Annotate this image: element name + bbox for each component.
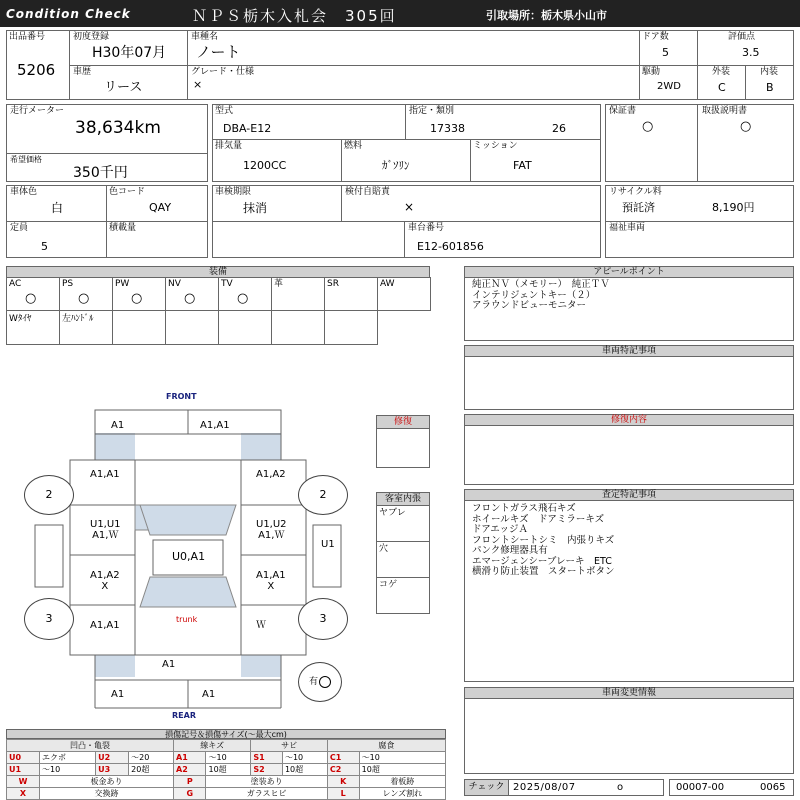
equip-cell-5 bbox=[271, 277, 325, 311]
warranty-value: ○ bbox=[642, 119, 654, 134]
inspection-notes-box bbox=[464, 500, 794, 682]
line-0: フロントガラス飛石キズ bbox=[472, 503, 576, 514]
legend-r4-2: G bbox=[174, 788, 206, 800]
repair-content-box bbox=[464, 425, 794, 485]
legend-r2-7: 10超 bbox=[282, 764, 327, 776]
logo: Condition Check bbox=[6, 7, 131, 21]
front-label: FRONT bbox=[166, 392, 197, 401]
equip-cell-3 bbox=[165, 277, 219, 311]
legend-r4-1: 交換跡 bbox=[40, 788, 174, 800]
inspection-notes-lines bbox=[472, 504, 615, 578]
equip-label-2: PW bbox=[115, 279, 130, 289]
line-6: 横滑り防止装置 スタートボタン bbox=[472, 566, 615, 577]
equip-label-6: SR bbox=[327, 279, 339, 289]
equip-cell-7 bbox=[377, 277, 431, 311]
panel-quarter-rr: Ｗ bbox=[256, 620, 266, 631]
spare-tire bbox=[298, 662, 342, 702]
lot-number: 5206 bbox=[17, 61, 56, 79]
body-color-label: 車体色 bbox=[10, 187, 38, 197]
price-value: 350千円 bbox=[73, 165, 128, 181]
first-reg-value: H30年07月 bbox=[92, 45, 167, 61]
equip-value-2: ○ bbox=[131, 291, 143, 306]
equip-label-5: 革 bbox=[274, 279, 284, 289]
first-reg-label: 初度登録 bbox=[73, 32, 110, 42]
legend-r3-3: 塗装あり bbox=[206, 776, 327, 788]
insurance-value: × bbox=[404, 200, 415, 214]
pickup-location: 引取場所：栃木県小山市 bbox=[486, 9, 607, 22]
legend-r1-5: ～10 bbox=[206, 752, 251, 764]
color-code-label: 色コード bbox=[109, 187, 146, 197]
price-label: 希望価格 bbox=[10, 155, 42, 164]
mission-cell bbox=[470, 139, 601, 182]
legend-r1-4: A1 bbox=[174, 752, 206, 764]
door-value: 5 bbox=[662, 46, 669, 59]
warranty-label: 保証書 bbox=[609, 106, 637, 116]
inspection-label: 車検期限 bbox=[215, 187, 252, 197]
manual-value: ○ bbox=[740, 119, 752, 134]
code-cell bbox=[669, 779, 794, 796]
line-1: ホイールキズ ドアミラーキズ bbox=[472, 513, 605, 525]
interior-item-2 bbox=[376, 577, 430, 614]
displacement-label: 排気量 bbox=[215, 141, 243, 151]
mirror-right: U1 bbox=[321, 539, 335, 550]
door-label: ドア数 bbox=[642, 32, 669, 42]
legend-r4-5: レンズ割れ bbox=[359, 788, 445, 800]
appeal-lines bbox=[472, 280, 610, 312]
score-label: 評価点 bbox=[728, 32, 756, 42]
spare-tire-label: 有 bbox=[308, 677, 318, 687]
equip-value-3: ○ bbox=[184, 291, 196, 306]
check-date: 2025/08/07 bbox=[513, 782, 576, 793]
welfare-cell bbox=[605, 221, 794, 258]
equip-row2-cell-0 bbox=[6, 310, 60, 345]
legend-r4-4: L bbox=[327, 788, 359, 800]
panel-door-fr: U1,U2 A1,Ｗ bbox=[256, 519, 287, 541]
mission-value: FAT bbox=[513, 159, 532, 172]
line-0: 純正ＮＶ（メモリー） 純正ＴＶ bbox=[472, 279, 610, 290]
color-code-value: QAY bbox=[149, 201, 172, 214]
legend-r3-4: K bbox=[327, 776, 359, 788]
lot-label: 出品番号 bbox=[9, 32, 46, 42]
appeal-title: アピールポイント bbox=[464, 266, 794, 278]
legend-r3-2: P bbox=[174, 776, 206, 788]
legend-r2-5: 10超 bbox=[206, 764, 251, 776]
legend-r3-1: 板金あり bbox=[40, 776, 174, 788]
fuel-label: 燃料 bbox=[344, 141, 363, 151]
displacement-value: 1200CC bbox=[243, 159, 287, 172]
equip-cell-0 bbox=[6, 277, 60, 311]
special-box bbox=[464, 356, 794, 410]
inspection-value: 抹消 bbox=[243, 201, 268, 215]
panel-door-fl: U1,U1 A1,Ｗ bbox=[90, 519, 121, 541]
manual-label: 取扱説明書 bbox=[702, 106, 748, 116]
car-name-label: 車種名 bbox=[191, 32, 219, 42]
panel-bumper-rl: A1 bbox=[111, 689, 125, 700]
special-title: 車両特記事項 bbox=[464, 345, 794, 357]
equip-label-4: TV bbox=[221, 279, 233, 289]
equip-label-1: PS bbox=[62, 279, 74, 289]
panel-door-rl: A1,A2 X bbox=[90, 570, 120, 592]
manual-cell bbox=[697, 104, 794, 182]
exterior-value: C bbox=[718, 81, 726, 94]
legend-table bbox=[6, 739, 446, 800]
equip-cell-6 bbox=[324, 277, 378, 311]
equip-cell-2 bbox=[112, 277, 166, 311]
change-box bbox=[464, 698, 794, 774]
warranty-cell bbox=[605, 104, 698, 182]
appeal-box bbox=[464, 277, 794, 341]
code1: 00007-00 bbox=[676, 782, 725, 793]
trunk-label: trunk bbox=[176, 615, 198, 624]
change-title: 車両変更情報 bbox=[464, 687, 794, 699]
equip-row2-cell-2 bbox=[112, 310, 166, 345]
legend-r1-7: ～10 bbox=[282, 752, 327, 764]
interior-item-label-2: コゲ bbox=[379, 580, 398, 590]
equip-row2-label-1: 左ﾊﾝﾄﾞﾙ bbox=[62, 314, 94, 324]
legend-r3-0: W bbox=[7, 776, 40, 788]
line-3: フロントシートシミ 内張りキズ bbox=[472, 534, 615, 546]
legend-r2-1: ～10 bbox=[40, 764, 96, 776]
interior-item-label-1: 穴 bbox=[379, 544, 389, 554]
equip-row2-label-0: Wﾀｲﾔ bbox=[9, 314, 32, 324]
equip-row2-cell-3 bbox=[165, 310, 219, 345]
interior-value: B bbox=[766, 81, 774, 94]
legend-r1-0: U0 bbox=[7, 752, 40, 764]
legend-r2-8: C2 bbox=[327, 764, 359, 776]
history-value: リース bbox=[104, 80, 143, 95]
equip-row2-cell-1 bbox=[59, 310, 113, 345]
spare-circle-icon bbox=[319, 676, 331, 688]
equip-label-3: NV bbox=[168, 279, 181, 289]
rear-label: REAR bbox=[172, 711, 196, 720]
repair-content-title: 修復内容 bbox=[464, 414, 794, 426]
legend-r2-4: A2 bbox=[174, 764, 206, 776]
legend-head-3: サビ bbox=[251, 740, 327, 752]
wheel-fr: 2 bbox=[298, 475, 348, 515]
legend-head-4: 腐食 bbox=[327, 740, 445, 752]
designation-value: 17338 bbox=[430, 122, 465, 135]
panel-fender-left: A1,A1 bbox=[90, 469, 120, 480]
legend-r3-5: 着板跡 bbox=[359, 776, 445, 788]
check-mark: o bbox=[617, 782, 624, 793]
drive-value: 2WD bbox=[657, 81, 681, 92]
equip-row2-cell-6 bbox=[324, 310, 378, 345]
panel-roof: U0,A1 bbox=[172, 550, 206, 563]
equip-label-0: AC bbox=[9, 279, 22, 289]
capacity-label: 定員 bbox=[10, 223, 29, 233]
legend-r1-2: U2 bbox=[96, 752, 129, 764]
recycle-label: リサイクル料 bbox=[609, 187, 662, 197]
legend-r2-9: 10超 bbox=[359, 764, 445, 776]
equip-label-7: AW bbox=[380, 279, 395, 289]
designation-label: 指定・類別 bbox=[409, 106, 455, 116]
equip-cell-4 bbox=[218, 277, 272, 311]
equip-row2-cell-5 bbox=[271, 310, 325, 345]
recycle-status: 預託済 bbox=[622, 201, 655, 214]
repair-box bbox=[376, 428, 430, 468]
panel-front-left: A1 bbox=[111, 420, 125, 431]
interior-item-0 bbox=[376, 505, 430, 542]
line-1: インテリジェントキー（２） bbox=[472, 289, 596, 301]
interior-cell bbox=[745, 65, 794, 100]
legend-head-2: 線キズ bbox=[174, 740, 251, 752]
door-cell bbox=[639, 30, 698, 66]
legend-r2-6: S2 bbox=[251, 764, 283, 776]
score-value: 3.5 bbox=[742, 46, 760, 59]
code2: 0065 bbox=[760, 782, 786, 793]
score-cell bbox=[697, 30, 794, 66]
exterior-cell bbox=[697, 65, 746, 100]
chassis-label: 車台番号 bbox=[408, 223, 445, 233]
line-2: アラウンドビューモニター bbox=[472, 300, 587, 311]
body-color-value: 白 bbox=[51, 201, 64, 215]
fuel-value: ｶﾞｿﾘﾝ bbox=[382, 159, 410, 172]
legend-r4-3: ガラスヒビ bbox=[206, 788, 327, 800]
line-5: エマージェンシーブレーキ ETC bbox=[472, 555, 612, 567]
load-label: 積載量 bbox=[109, 223, 137, 233]
auction-title: ＮＰＳ栃木入札会 305回 bbox=[192, 7, 397, 25]
grade-label: グレード・仕様 bbox=[191, 67, 255, 77]
legend-r4-0: X bbox=[7, 788, 40, 800]
legend-r1-1: エクボ bbox=[40, 752, 96, 764]
wheel-rr: 3 bbox=[298, 598, 348, 640]
mileage-value: 38,634km bbox=[75, 118, 161, 138]
legend-r1-6: S1 bbox=[251, 752, 283, 764]
legend-r1-9: ～10 bbox=[359, 752, 445, 764]
interior-item-label-0: ヤブレ bbox=[379, 508, 406, 518]
legend-r1-8: C1 bbox=[327, 752, 359, 764]
legend-head-0: 凹凸・亀裂 bbox=[7, 740, 174, 752]
mission-label: ミッション bbox=[473, 141, 518, 151]
capacity-value: 5 bbox=[41, 240, 48, 253]
model-value: DBA-E12 bbox=[223, 122, 272, 135]
wheel-rl: 3 bbox=[24, 598, 74, 640]
drive-cell bbox=[639, 65, 698, 100]
check-label: チェック bbox=[464, 779, 509, 796]
panel-front-right: A1,A1 bbox=[200, 420, 230, 431]
mileage-label: 走行メーター bbox=[10, 106, 65, 116]
recycle-cell bbox=[605, 185, 794, 222]
welfare-label: 福祉車両 bbox=[609, 223, 646, 233]
recycle-value: 8,190円 bbox=[712, 201, 755, 214]
model-label: 型式 bbox=[215, 106, 234, 116]
category-value: 26 bbox=[552, 122, 566, 135]
line-4: パンク修理器具有 bbox=[472, 545, 548, 556]
interior-label: 内装 bbox=[760, 67, 779, 77]
equip-cell-1 bbox=[59, 277, 113, 311]
car-name-value: ノート bbox=[196, 43, 241, 61]
interior-item-1 bbox=[376, 541, 430, 578]
panel-door-rr: A1,A1 X bbox=[256, 570, 286, 592]
equipment-title: 装備 bbox=[6, 266, 430, 278]
legend-r2-2: U3 bbox=[96, 764, 129, 776]
panel-quarter-rl: A1,A1 bbox=[90, 620, 120, 631]
wheel-fl: 2 bbox=[24, 475, 74, 515]
equip-value-4: ○ bbox=[237, 291, 249, 306]
check-value-cell bbox=[508, 779, 664, 796]
chassis-value: E12-601856 bbox=[417, 240, 484, 253]
panel-bumper-rr: A1 bbox=[202, 689, 216, 700]
legend-r2-0: U1 bbox=[7, 764, 40, 776]
repair-box-title: 修復 bbox=[376, 415, 430, 429]
equip-row2-cell-4 bbox=[218, 310, 272, 345]
equip-value-0: ○ bbox=[25, 291, 37, 306]
grade-value: × bbox=[193, 78, 203, 91]
equip-value-1: ○ bbox=[78, 291, 90, 306]
history-label: 車歴 bbox=[73, 67, 92, 77]
drive-label: 駆動 bbox=[642, 67, 661, 77]
legend-r2-3: 20超 bbox=[129, 764, 174, 776]
legend-r1-3: ～20 bbox=[129, 752, 174, 764]
panel-fender-right: A1,A2 bbox=[256, 469, 286, 480]
panel-rear-center: A1 bbox=[162, 659, 176, 670]
interior-title: 客室内張 bbox=[376, 492, 430, 506]
inspection-notes-title: 査定特記事項 bbox=[464, 489, 794, 501]
line-2: ドアエッジＡ bbox=[472, 524, 529, 535]
legend-title: 損傷記号＆損傷サイズ(～最大cm) bbox=[6, 729, 446, 739]
insurance-label: 検付自賠責 bbox=[345, 187, 391, 197]
exterior-label: 外装 bbox=[712, 67, 731, 77]
